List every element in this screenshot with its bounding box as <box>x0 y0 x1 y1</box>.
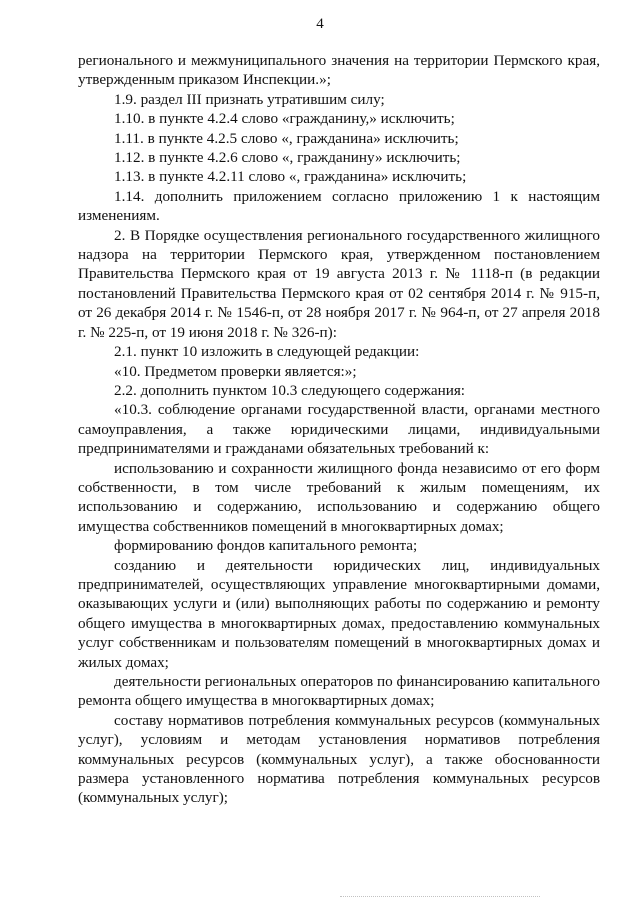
paragraph: 2.2. дополнить пунктом 10.3 следующего содержания: <box>114 381 466 399</box>
paragraph: 1.12. в пункте 4.2.6 слово «, гражданину» исключить; <box>114 149 461 167</box>
paragraph: «10.3. соблюдение органами государственной власти, органами местного самоуправления, а также юридическими лицами, индивидуальными предпринимателями и гражданами обязательных требований к: <box>78 401 600 458</box>
paragraph: «10. Предметом проверки является:»; <box>114 362 357 380</box>
paragraph: 2. В Порядке осуществления регионального государственного жилищного надзора на территории Пермского края, утвержденном постановлением Правительства Пермского края от 19 августа 2013 г. № 1118-п (в редакции постановлений Правительства Пермского края от 02 сентября 2014 г. № 915-п, от 26 декабря 2014 г. № 1546-п, от 28 ноября 2017 г. № 964-п, от 27 апреля 2018 г. № 225-п, от 19 июня 2018 г. № 326-п): <box>78 226 600 341</box>
paragraph: 1.14. дополнить приложением согласно приложению 1 к настоящим изменениям. <box>78 187 600 225</box>
paragraph: использованию и сохранности жилищного фонда независимо от его форм собственности, в том числе требований к жилым помещениям, их использованию и содержанию, использованию и содержанию общего имущества собственников помещений в многоквартирных домах; <box>78 459 600 535</box>
paragraph: 1.9. раздел III признать утратившим силу; <box>114 90 385 108</box>
paragraph: созданию и деятельности юридических лиц, индивидуальных предпринимателей, осуществляющих управление многоквартирными домами, оказывающих услуги и (или) выполняющих работы по содержанию и ремонту общего имущества в многоквартирных домах, предоставлению коммунальных услуг собственникам и пользователям помещений в многоквартирных домах и жилых домах; <box>78 556 600 671</box>
document-body <box>78 51 600 808</box>
paragraph: регионального и межмуниципального значения на территории Пермского края, утвержденным приказом Инспекции.»; <box>78 52 600 89</box>
page-number: 4 <box>316 16 324 32</box>
paragraph: 1.10. в пункте 4.2.4 слово «гражданину,» исключить; <box>114 110 455 128</box>
paragraph: 1.13. в пункте 4.2.11 слово «, гражданина» исключить; <box>114 168 467 186</box>
paragraph: формированию фондов капитального ремонта; <box>114 537 418 555</box>
scan-artifact-line <box>340 896 540 898</box>
paragraph: 2.1. пункт 10 изложить в следующей редакции: <box>114 343 420 361</box>
paragraph: составу нормативов потребления коммунальных ресурсов (коммунальных услуг), условиям и методам установления нормативов потребления коммунальных ресурсов (коммунальных услуг), а также обоснованности размера установленного норматива потребления коммунальных ресурсов (коммунальных услуг); <box>78 711 600 807</box>
paragraph: 1.11. в пункте 4.2.5 слово «, гражданина» исключить; <box>114 129 459 147</box>
paragraph: деятельности региональных операторов по финансированию капитального ремонта общего имущества в многоквартирных домах; <box>78 673 600 710</box>
